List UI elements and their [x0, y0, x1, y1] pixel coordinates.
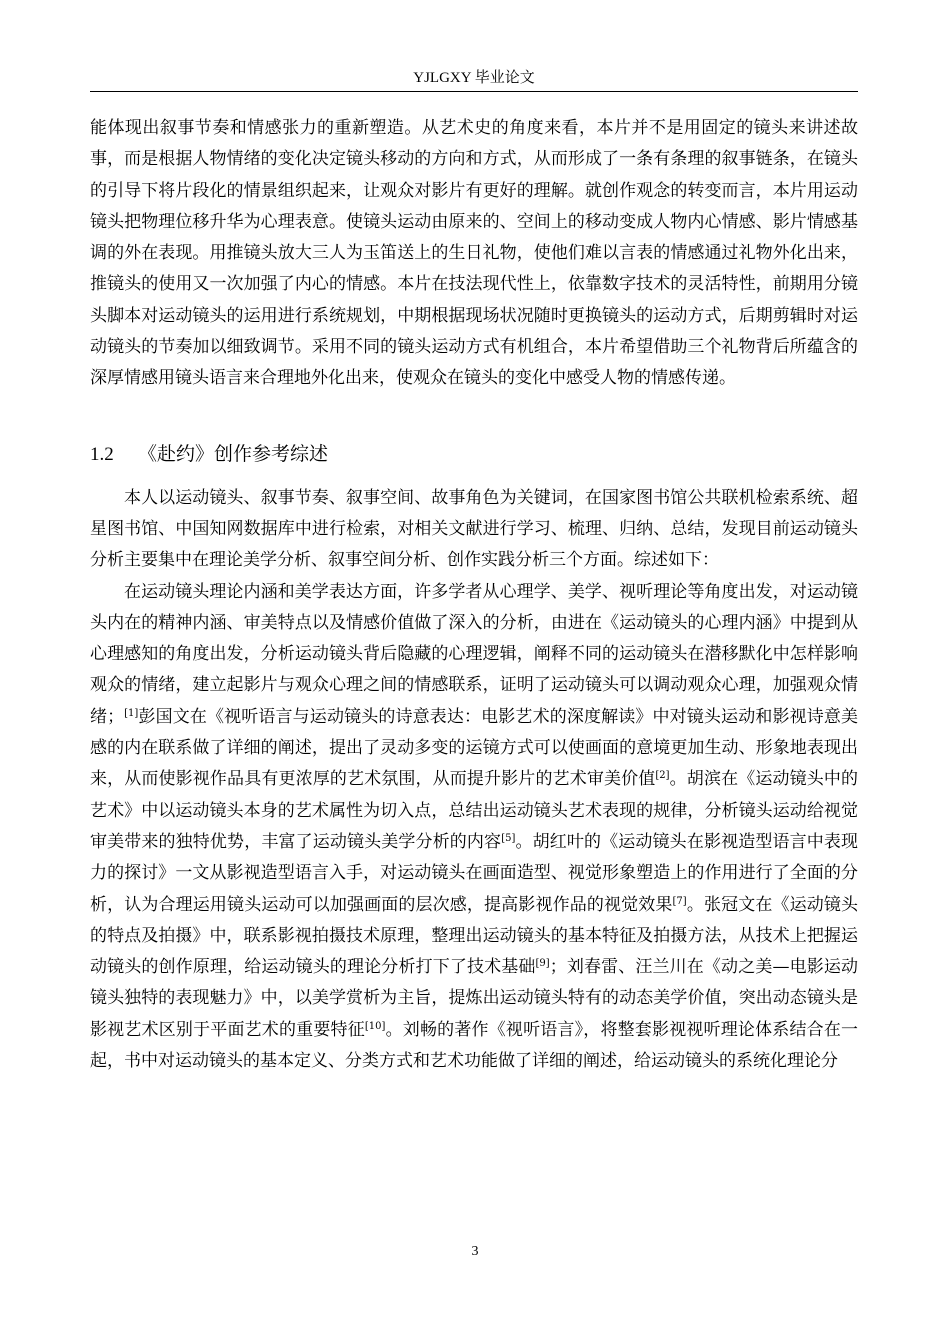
section-title: 《赴约》创作参考综述: [138, 442, 329, 465]
page-number: 3: [471, 1244, 479, 1259]
text-segment: 。张冠文在《运动镜头的特点及拍摄》中，联系影视拍摄技术原理，整理出运动镜头的基本特征及拍摄方法，从技术上把握运动镜头的创作原理，给运动镜头的理论分析打下了技术基础: [90, 894, 859, 978]
body-paragraph: 本人以运动镜头、叙事节奏、叙事空间、故事角色为关键词，在国家图书馆公共联机检索系统、超星图书馆、中国知网数据库中进行检索，对相关文献进行学习、梳理、归纳、总结，发现目前运动镜头分析主要集中在理论美学分析、叙事空间分析、创作实践分析三个方面。综述如下：: [90, 487, 858, 571]
body-paragraph: 能体现出叙事节奏和情感张力的重新塑造。从艺术史的角度来看，本片并不是用固定的镜头来讲述故事，而是根据人物情绪的变化决定镜头移动的方向和方式，从而形成了一条有条理的叙事链条，在镜头的引导下将片段化的情景组织起来，让观众对影片有更好的理解。就创作观念的转变而言，本片用运动镜头把物理位移升华为心理表意。使镜头运动由原来的、空间上的移动变成人物内心情感、影片情感基调的外在表现。用推镜头放大三人为玉笛送上的生日礼物，使他们难以言表的情感通过礼物外化出来，推镜头的使用又一次加强了内心的情感。本片在技法现代性上，依靠数字技术的灵活特性，前期用分镜头脚本对运动镜头的运用进行系统规划，中期根据现场状况随时更换镜头的运动方式，后期剪辑时对运动镜头的节奏加以细致调节。采用不同的镜头运动方式有机组合，本片希望借助三个礼物背后所蕴含的深厚情感用镜头语言来合理地外化出来，使观众在镜头的变化中感受人物的情感传递。: [90, 118, 858, 389]
section-number: 1.2: [90, 443, 114, 465]
citation-ref: [2]: [655, 770, 670, 782]
header-rule: [90, 91, 858, 92]
text-segment: 。刘畅的著作《视听语言》，将整套影视视听理论体系结合在一起，书中对运动镜头的基本定义、分类方式和艺术功能做了详细的阐述，给运动镜头的系统化理论分: [90, 1019, 859, 1072]
page-header: YJLGXY 毕业论文: [413, 70, 535, 86]
section-heading: [90, 438, 858, 471]
text-segment: 。胡红叶的《运动镜头在影视造型语言中表现力的探讨》一文从影视造型语言入手，对运动镜头在画面造型、视觉形象塑造上的作用进行了全面的分析，认为合理运用镜头运动可以加强画面的层次感，提高影视作品的视觉效果: [90, 831, 859, 915]
citation-ref: [5]: [501, 832, 516, 844]
citation-ref: [7]: [672, 895, 687, 907]
body-paragraph-with-citations: [90, 577, 858, 1078]
text-segment: 在运动镜头理论内涵和美学表达方面，许多学者从心理学、美学、视听理论等角度出发，对运动镜头内在的精神内涵、审美特点以及情感价值做了深入的分析，由进在《运动镜头的心理内涵》中提到从心理感知的角度出发，分析运动镜头背后隐藏的心理逻辑，阐释不同的运动镜头在潜移默化中怎样影响观众的情绪，建立起影片与观众心理之间的情感联系，证明了运动镜头可以调动观众心理，加强观众情绪；: [90, 581, 858, 727]
text-segment: 。胡滨在《运动镜头中的艺术》中以运动镜头本身的艺术属性为切入点，总结出运动镜头艺术表现的规律，分析镜头运动给视觉审美带来的独特优势，丰富了运动镜头美学分析的内容: [90, 769, 859, 852]
text-segment: ；刘春雷、汪兰川在《动之美—电影运动镜头独特的表现魅力》中，以美学赏析为主旨，提炼出运动镜头特有的动态美学价值，突出动态镜头是影视艺术区别于平面艺术的重要特征: [90, 957, 859, 1040]
page-body: [90, 113, 858, 1077]
citation-ref: [1]: [124, 707, 139, 719]
citation-ref: [9]: [535, 958, 550, 970]
text-segment: 彭国文在《视听语言与运动镜头的诗意表达：电影艺术的深度解读》中对镜头运动和影视诗意美感的内在联系做了详细的阐述，提出了灵动多变的运镜方式可以使画面的意境更加生动、形象地表现出来，从而使影视作品具有更浓厚的艺术氛围，从而提升影片的艺术审美价值: [90, 706, 859, 790]
citation-ref: [10]: [364, 1020, 386, 1032]
